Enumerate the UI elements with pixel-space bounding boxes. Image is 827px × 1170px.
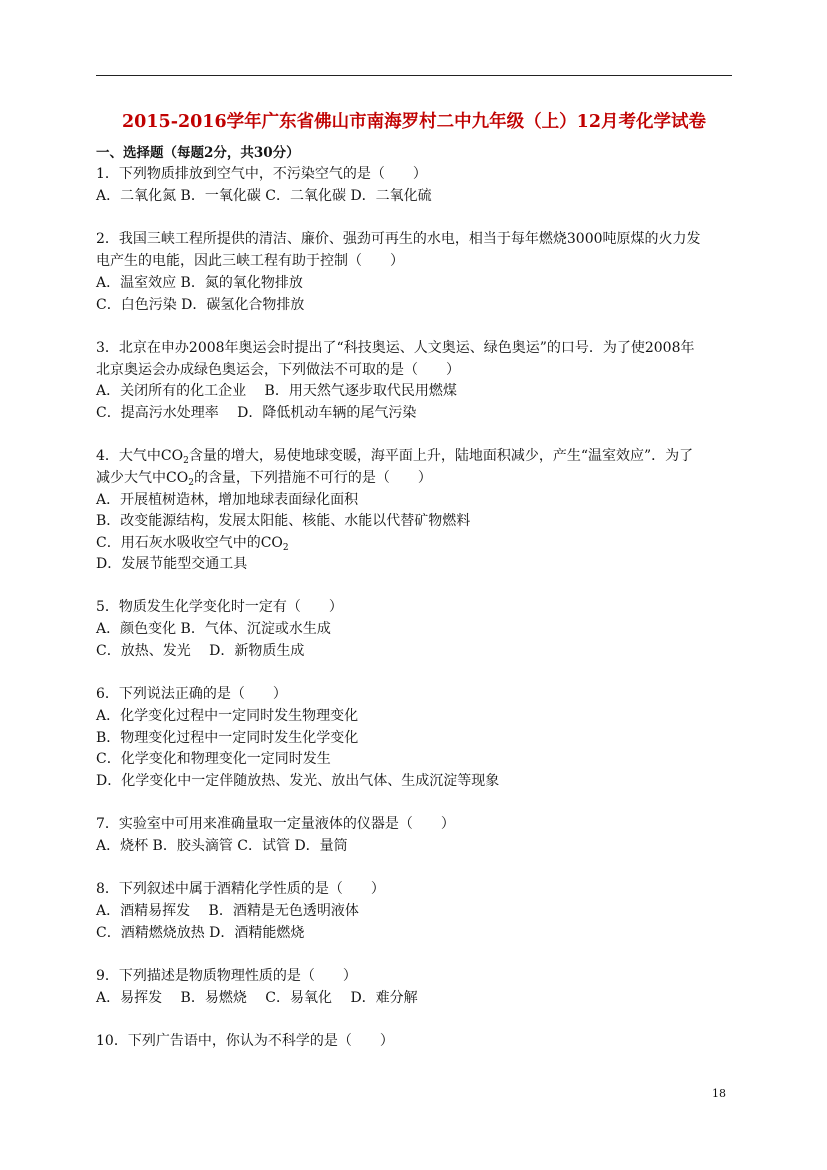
header-rule (96, 75, 732, 76)
question-4-stem2-a: 减少大气中CO (96, 470, 189, 486)
question-4-option-a: A．开展植树造林，增加地球表面绿化面积 (96, 492, 359, 508)
question-4-stem2-b: 的含量，下列措施不可行的是（ ） (193, 470, 432, 486)
question-1-options: A．二氧化氮 B．一氧化碳 C．二氧化碳 D．二氧化硫 (96, 188, 432, 204)
question-1-stem: 1．下列物质排放到空气中，不污染空气的是（ ） (96, 166, 427, 182)
question-9-stem: 9．下列描述是物质物理性质的是（ ） (96, 968, 357, 984)
question-8-option-ab: A．酒精易挥发 B．酒精是无色透明液体 (96, 903, 359, 919)
question-8-option-cd: C．酒精燃烧放热 D．酒精能燃烧 (96, 925, 305, 941)
question-4-option-b: B．改变能源结构，发展太阳能、核能、水能以代替矿物燃料 (96, 513, 471, 529)
question-5-stem: 5．物质发生化学变化时一定有（ ） (96, 599, 343, 615)
subscript-2: 2 (282, 543, 289, 553)
question-6-option-a: A．化学变化过程中一定同时发生物理变化 (96, 708, 359, 724)
question-2-option-cd: C．白色污染 D．碳氢化合物排放 (96, 297, 305, 313)
question-8-stem: 8．下列叙述中属于酒精化学性质的是（ ） (96, 881, 385, 897)
page-number: 18 (712, 1087, 726, 1100)
question-5-option-ab: A．颜色变化 B．气体、沉淀或水生成 (96, 621, 331, 637)
question-3-stem: 3．北京在申办2008年奥运会时提出了“科技奥运、人文奥运、绿色奥运”的口号．为了使2008年 (96, 340, 695, 356)
question-4-stem (96, 446, 693, 466)
question-4-stem-cont (96, 468, 432, 488)
question-4-stem-a: 4．大气中CO (96, 448, 184, 464)
question-5-option-cd: C．放热、发光 D．新物质生成 (96, 643, 305, 659)
question-7-stem: 7．实验室中可用来准确量取一定量液体的仪器是（ ） (96, 816, 455, 832)
question-2-option-ab: A．温室效应 B．氮的氧化物排放 (96, 275, 303, 291)
question-2-stem: 2．我国三峡工程所提供的清洁、廉价、强劲可再生的水电，相当于每年燃烧3000吨原煤的火力发 (96, 231, 701, 247)
question-4-option-c-text: C．用石灰水吸收空气中的CO (96, 535, 283, 551)
question-9-options: A．易挥发 B．易燃烧 C．易氧化 D．难分解 (96, 990, 418, 1006)
exam-title: 2015-2016学年广东省佛山市南海罗村二中九年级（上）12月考化学试卷 (121, 112, 707, 132)
question-6-stem: 6．下列说法正确的是（ ） (96, 686, 287, 702)
section-heading: 一、选择题（每题2分，共30分） (96, 145, 300, 161)
question-3-option-ab: A．关闭所有的化工企业 B．用天然气逐步取代民用燃煤 (96, 383, 457, 399)
question-6-option-d: D．化学变化中一定伴随放热、发光、放出气体、生成沉淀等现象 (96, 773, 500, 789)
question-3-stem-cont: 北京奥运会办成绿色奥运会，下列做法不可取的是（ ） (96, 362, 460, 378)
subscript-2: 2 (183, 456, 189, 466)
question-4-option-c (96, 533, 289, 553)
question-10-stem: 10．下列广告语中，你认为不科学的是（ ） (96, 1033, 394, 1049)
question-7-options: A．烧杯 B．胶头滴管 C．试管 D．量筒 (96, 838, 348, 854)
subscript-2: 2 (188, 478, 194, 488)
question-4-stem-b: 含量的增大，易使地球变暖，海平面上升，陆地面积减少，产生“温室效应”．为了 (188, 448, 694, 464)
question-2-stem-cont: 电产生的电能，因此三峡工程有助于控制（ ） (96, 253, 404, 269)
question-6-option-b: B．物理变化过程中一定同时发生化学变化 (96, 730, 359, 746)
question-3-option-cd: C．提高污水处理率 D．降低机动车辆的尾气污染 (96, 405, 417, 421)
question-6-option-c: C．化学变化和物理变化一定同时发生 (96, 751, 331, 767)
question-4-option-d: D．发展节能型交通工具 (96, 556, 248, 572)
